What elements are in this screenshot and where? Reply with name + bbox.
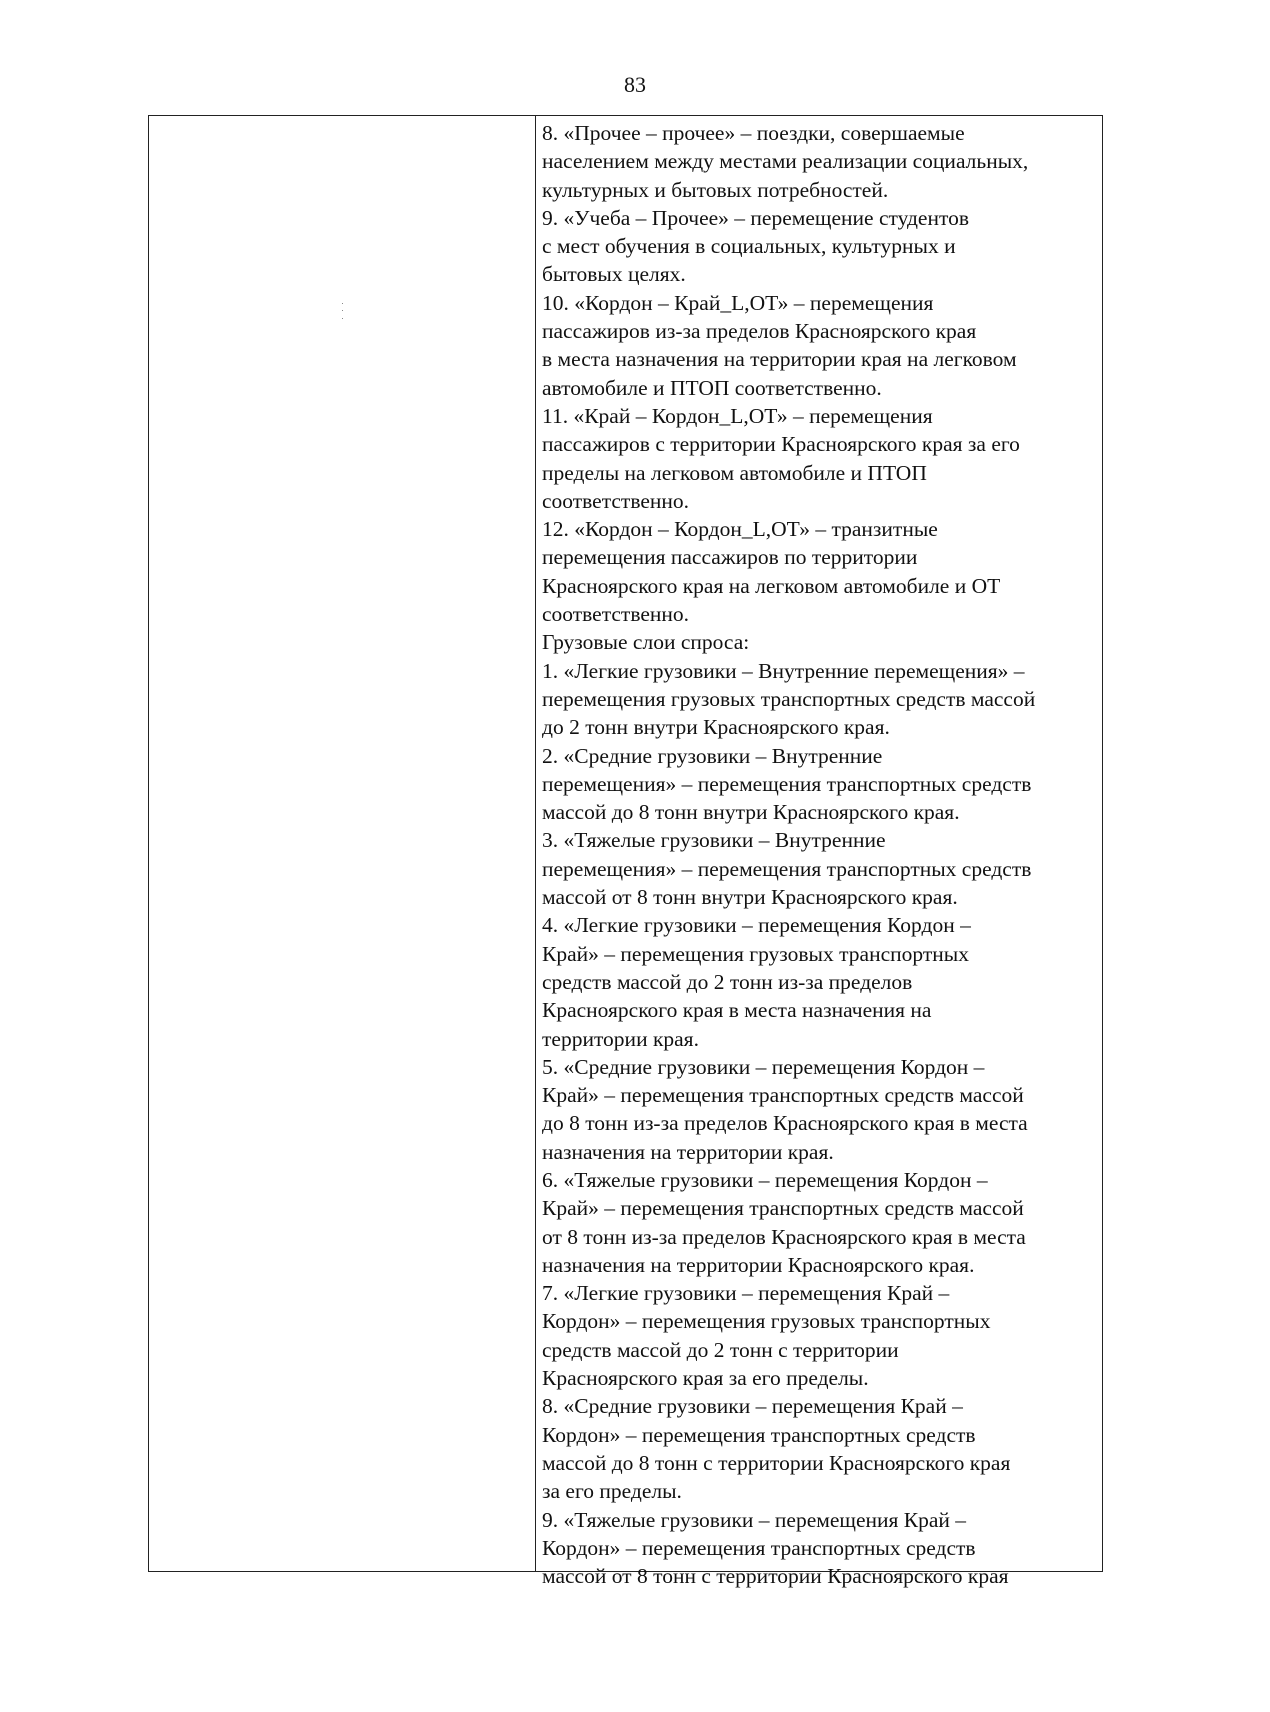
text-line: средств массой до 2 тонн с территории [542,1337,899,1362]
text-line: средств массой до 2 тонн из-за пределов [542,969,913,994]
text-line: 7. «Легкие грузовики – перемещения Край – [542,1281,950,1306]
text-line: перемещения» – перемещения транспортных средств [542,856,1032,881]
text-line: Кордон» – перемещения транспортных средств [542,1535,976,1560]
text-line: Кордон» – перемещения грузовых транспортных [542,1309,991,1334]
text-line: 6. «Тяжелые грузовики – перемещения Кордон – [542,1167,988,1192]
text-line: за его пределы. [542,1479,682,1504]
table-left-cell [149,116,536,1571]
text-line: массой до 8 тонн внутри Красноярского края. [542,800,960,825]
text-line: Край» – перемещения транспортных средств массой [542,1196,1024,1221]
text-line: 9. «Тяжелые грузовики – перемещения Край – [542,1507,967,1532]
table-right-cell [538,116,1102,1589]
text-line: назначения на территории Красноярского края. [542,1252,975,1277]
text-line: массой до 8 тонн с территории Красноярского края [542,1450,1011,1475]
text-line: 11. «Край – Кордон_L,ОТ» – перемещения [542,403,933,428]
scan-speck [342,310,343,311]
text-line: назначения на территории края. [542,1139,834,1164]
text-line: перемещения пассажиров по территории [542,545,918,570]
text-line: перемещения» – перемещения транспортных средств [542,771,1032,796]
text-line: 9. «Учеба – Прочее» – перемещение студентов [542,205,969,230]
text-line: автомобиле и ПТОП соответственно. [542,375,882,400]
text-line: Край» – перемещения транспортных средств массой [542,1083,1024,1108]
text-line: культурных и бытовых потребностей. [542,177,889,202]
text-line: Край» – перемещения грузовых транспортных [542,941,969,966]
scan-speck [342,318,343,319]
text-line: бытовых целях. [542,262,686,287]
text-line: Красноярского края в места назначения на [542,998,932,1023]
text-line: до 8 тонн из-за пределов Красноярского края в места [542,1111,1028,1136]
text-line: 12. «Кордон – Кордон_L,ОТ» – транзитные [542,517,938,542]
text-line: территории края. [542,1026,699,1051]
text-line: пассажиров с территории Красноярского края за его [542,432,1020,457]
text-line: 10. «Кордон – Край_L,ОТ» – перемещения [542,290,934,315]
text-line: Кордон» – перемещения транспортных средств [542,1422,976,1447]
text-line: от 8 тонн из-за пределов Красноярского края в места [542,1224,1026,1249]
text-line: перемещения грузовых транспортных средств массой [542,686,1036,711]
text-line: соответственно. [542,488,690,513]
text-line: 3. «Тяжелые грузовики – Внутренние [542,828,886,853]
text-line: 4. «Легкие грузовики – перемещения Кордон – [542,913,971,938]
text-line: с мест обучения в социальных, культурных и [542,234,956,259]
text-line: Красноярского края за его пределы. [542,1366,869,1391]
text-line: пределы на легковом автомобиле и ПТОП [542,460,927,485]
scan-speck [342,303,343,304]
text-line: в места назначения на территории края на легковом [542,347,1017,372]
text-line: до 2 тонн внутри Красноярского края. [542,715,890,740]
text-line: 5. «Средние грузовики – перемещения Кордон – [542,1054,985,1079]
document-table [148,115,1103,1589]
text-line: 8. «Средние грузовики – перемещения Край – [542,1394,963,1419]
text-line: 2. «Средние грузовики – Внутренние [542,743,883,768]
text-line: массой от 8 тонн с территории Красноярского края [542,1564,1009,1589]
text-line: массой от 8 тонн внутри Красноярского края. [542,885,958,910]
text-line: пассажиров из-за пределов Красноярского края [542,319,977,344]
text-line: населением между местами реализации социальных, [542,149,1029,174]
text-line: Красноярского края на легковом автомобиле и ОТ [542,573,1001,598]
text-line: Грузовые слои спроса: [542,630,750,655]
text-line: 8. «Прочее – прочее» – поездки, совершаемые [542,121,965,145]
text-line: соответственно. [542,602,690,627]
page-number: 83 [624,72,646,97]
text-line: 1. «Легкие грузовики – Внутренние перемещения» – [542,658,1025,683]
